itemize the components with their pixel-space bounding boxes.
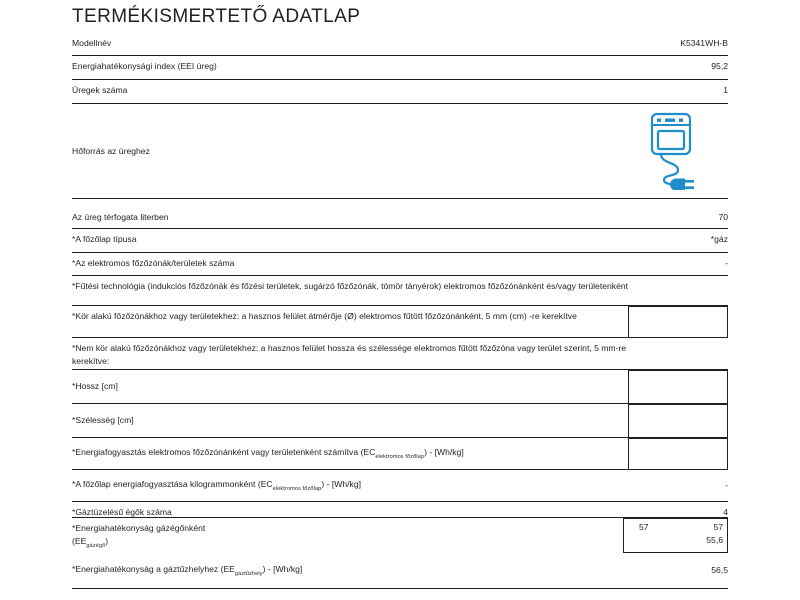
- row-value-ec-per-kg: -: [725, 480, 728, 490]
- row-value-cavities: 1: [723, 85, 728, 95]
- table-row-heat-source: [72, 104, 728, 199]
- row-label-model: Modellnév: [72, 38, 112, 48]
- row-value-model: K5341WH-B: [680, 38, 728, 48]
- ee-gas-hob-text-post: ) - [Wh/kg]: [262, 564, 303, 574]
- row-value-electric-zones: -: [725, 258, 728, 268]
- ee-gas-hob-subscript: gáztűzhely: [234, 571, 263, 577]
- table-row-electric-zones: [72, 253, 728, 276]
- ee-per-burner-values-line1: [623, 521, 723, 534]
- table-row-ee-per-burner: [72, 518, 728, 553]
- row-label-ee-per-burner: [72, 518, 205, 554]
- table-row-volume: [72, 199, 728, 229]
- heat-source-icon-cell: [644, 112, 728, 190]
- row-label-ee-gas-hob: [72, 559, 302, 582]
- ec-per-zone-text-pre: *Energiafogyasztás elektromos főzőzónánként vagy területenként számítva (EC: [72, 447, 376, 457]
- ee-gas-hob-text-pre: *Energiahatékonyság a gáztűzhelyhez (EE: [72, 564, 235, 574]
- row-value-box-length: [628, 370, 728, 404]
- table-row-width: [72, 404, 728, 438]
- ee-per-burner-line1: *Energiahatékonyság gázégőnként: [72, 523, 206, 533]
- ee-per-burner-line2-post: ): [105, 536, 109, 546]
- ec-per-zone-subscript: elektromos főzőlap: [375, 454, 425, 460]
- ee-per-burner-value-below: 55,6: [706, 535, 723, 545]
- row-label-heating-technology: *Fűtési technológia (indukciós főzőzónák és főzési területek, sugárzó főzőzónák, tömör tányérok) elektromos főzőzónánként és/vagy területenként: [72, 281, 629, 291]
- specification-table: [72, 33, 728, 589]
- ec-per-kg-text-pre: *A főzőlap energiafogyasztása kilogrammonként (EC: [72, 479, 273, 489]
- electric-oven-plug-icon: [644, 112, 706, 190]
- row-value-gas-burners: 4: [723, 507, 728, 517]
- table-row-circular-zones: [72, 306, 728, 338]
- row-label-ec-per-zone: [72, 442, 464, 465]
- table-row-ee-gas-hob: [72, 553, 728, 589]
- row-label-eei: Energiahatékonysági index (EEI üreg): [72, 61, 217, 71]
- row-value-box-circular-zones: [628, 306, 728, 338]
- table-row-ec-per-zone: [72, 438, 728, 470]
- row-label-cavities: Üregek száma: [72, 85, 128, 95]
- page-title: TERMÉKISMERTETŐ ADATLAP: [72, 6, 361, 27]
- row-label-ec-per-kg: [72, 474, 361, 497]
- ee-per-burner-value-left: 57: [639, 522, 649, 532]
- row-value-ee-gas-hob: 56,5: [711, 565, 728, 575]
- row-label-gas-burners: *Gáztüzelésű égők száma: [72, 507, 172, 517]
- row-label-electric-zones: *Az elektromos főzőzónák/területek száma: [72, 258, 235, 268]
- row-label-heat-source: Hőforrás az üreghez: [72, 145, 150, 156]
- row-label-hob-type: *A főzőlap típusa: [72, 234, 137, 244]
- row-label-circular-zones: *Kör alakú főzőzónákhoz vagy területekhez: a hasznos felület átmérője (Ø) elektromos fűtött főzőzónánként, 5 mm (cm) -re kerekítve: [72, 311, 577, 321]
- row-label-length: *Hossz [cm]: [72, 381, 118, 391]
- ec-per-kg-subscript: elektromos főzőlap: [272, 486, 322, 492]
- table-row-length: [72, 370, 728, 404]
- ee-per-burner-line2-pre: (EE: [72, 536, 87, 546]
- row-label-width: *Szélesség [cm]: [72, 415, 134, 425]
- table-row-model: [72, 33, 728, 56]
- ec-per-zone-text-post: ) - [Wh/kg]: [424, 447, 464, 457]
- table-row-ec-per-kg: [72, 470, 728, 502]
- table-row-gas-burners: [72, 502, 728, 518]
- ee-per-burner-value-right: 57: [713, 522, 723, 532]
- table-row-noncircular-zones: [72, 338, 728, 370]
- table-row-cavities: [72, 80, 728, 104]
- table-row-hob-type: [72, 229, 728, 253]
- ec-per-kg-text-post: ) - [Wh/kg]: [321, 479, 362, 489]
- row-value-hob-type: *gáz: [710, 234, 728, 244]
- row-label-noncircular-zones: *Nem kör alakú főzőzónákhoz vagy területekhez: a hasznos felület hossza és szélessége elektromos fűtött főzőzóna vagy terület szerint, 5 mm-re kerekítve:: [72, 343, 627, 366]
- row-value-box-ec-per-zone: [628, 438, 728, 470]
- row-label-volume: Az üreg térfogata literben: [72, 212, 169, 222]
- row-value-box-width: [628, 404, 728, 438]
- table-row-eei: [72, 56, 728, 80]
- ee-per-burner-values: [623, 518, 728, 553]
- row-value-volume: 70: [718, 212, 728, 222]
- table-row-heating-technology: [72, 276, 728, 306]
- row-value-eei: 95,2: [711, 61, 728, 71]
- ee-per-burner-subscript: gázégő: [86, 543, 106, 549]
